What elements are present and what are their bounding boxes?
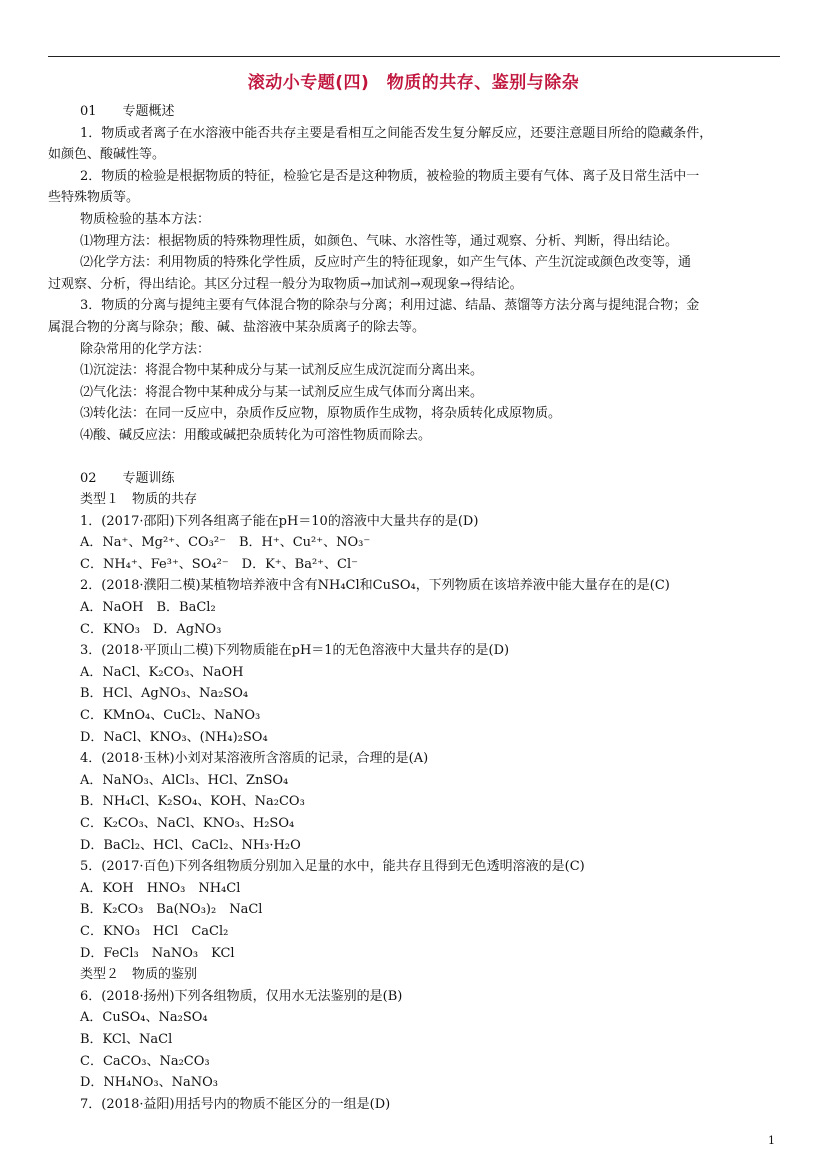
section-overview [48,123,780,447]
section-training [80,489,780,1115]
text-line: D．NH₄NO₃、NaNO₃ [80,1075,218,1091]
page-number: 1 [768,1134,775,1147]
text-line: 除杂常用的化学方法： [80,341,211,357]
text-line: 过观察、分析，得出结论。其区分过程一般分为取物质→加试剂→观现象→得结论。 [48,276,523,292]
text-line: 1．(2017·邵阳)下列各组离子能在pH＝10的溶液中大量共存的是(D) [80,513,479,529]
text-line: ⑶转化法：在同一反应中，杂质作反应物，原物质作生成物，将杂质转化成原物质。 [80,406,562,422]
text-line: A．Na⁺、Mg²⁺、CO₃²⁻ B．H⁺、Cu²⁺、NO₃⁻ [80,535,371,551]
text-line: B．KCl、NaCl [80,1031,173,1047]
header-rule [48,56,780,57]
text-line: ⑴物理方法：根据物质的特殊物理性质，如颜色、气味、水溶性等，通过观察、分析、判断，得出结论。 [80,233,679,249]
text-line: A．NaOH B．BaCl₂ [80,600,216,616]
text-line: C．CaCO₃、Na₂CO₃ [80,1053,210,1069]
text-line: 1．物质或者离子在水溶液中能否共存主要是看相互之间能否发生复分解反应，还要注意题目所给的隐藏条件， [80,125,713,141]
text-line: B．HCl、AgNO₃、Na₂SO₄ [80,686,249,702]
text-line: 5．(2017·百色)下列各组物质分别加入足量的水中，能共存且得到无色透明溶液的是(C) [80,859,585,875]
text-line: B．K₂CO₃ Ba(NO₃)₂ NaCl [80,902,263,918]
text-line: A．CuSO₄、Na₂SO₄ [80,1010,208,1026]
text-line: ⑵化学方法：利用物质的特殊化学性质，反应时产生的特征现象，如产生气体、产生沉淀或颜色改变等，通 [80,255,692,271]
text-line: 7．(2018·益阳)用括号内的物质不能区分的一组是(D) [80,1096,391,1112]
text-line: 3．物质的分离与提纯主要有气体混合物的除杂与分离；利用过滤、结晶、蒸馏等方法分离与提纯混合物；金 [80,298,700,314]
text-line: 4．(2018·玉林)小刘对某溶液所含溶质的记录，合理的是(A) [80,751,429,767]
text-line: C．K₂CO₃、NaCl、KNO₃、H₂SO₄ [80,816,295,831]
text-line: A．NaCl、K₂CO₃、NaOH [80,664,244,680]
text-line: D．FeCl₃ NaNO₃ KCl [80,945,235,961]
text-line: C．KNO₃ D．AgNO₃ [80,621,222,637]
text-line: C．KNO₃ HCl CaCl₂ [80,923,229,939]
section-heading: 02 专题训练 [80,470,175,486]
section-heading: 01 专题概述 [80,104,175,119]
text-line: 属混合物的分离与除杂；酸、碱、盐溶液中某杂质离子的除去等。 [48,319,426,335]
text-line: 如颜色、酸碱性等。 [48,147,166,163]
text-line: B．NH₄Cl、K₂SO₄、KOH、Na₂CO₃ [80,794,305,810]
text-line: C．NH₄⁺、Fe³⁺、SO₄²⁻ D．K⁺、Ba²⁺、Cl⁻ [80,556,358,572]
text-line: 物质检验的基本方法： [80,211,211,227]
text-line: 2．(2018·濮阳二模)某植物培养液中含有NH₄Cl和CuSO₄，下列物质在该培养液中能大量存在的是(C) [80,578,670,594]
text-line: 些特殊物质等。 [48,190,140,206]
text-line: ⑴沉淀法：将混合物中某种成分与某一试剂反应生成沉淀而分离出来。 [80,363,484,379]
text-line: 2．物质的检验是根据物质的特征，检验它是否是这种物质，被检验的物质主要有气体、离子及日常生活中一 [80,168,700,184]
text-line: ⑵气化法：将混合物中某种成分与某一试剂反应生成气体而分离出来。 [80,384,484,400]
text-line: ⑷酸、碱反应法：用酸或碱把杂质转化为可溶性物质而除去。 [80,427,432,443]
document-body [48,101,780,1115]
text-line: 类型１ 物质的共存 [80,492,198,508]
text-line: A．NaNO₃、AlCl₃、HCl、ZnSO₄ [80,772,289,788]
page-title: 滚动小专题(四) 物质的共存、鉴别与除杂 [247,73,580,93]
text-line: D．BaCl₂、HCl、CaCl₂、NH₃·H₂O [80,837,301,853]
text-line: 6．(2018·扬州)下列各组物质，仅用水无法鉴别的是(B) [80,988,403,1004]
text-line: C．KMnO₄、CuCl₂、NaNO₃ [80,708,261,724]
text-line: 3．(2018·平顶山二模)下列物质能在pH＝1的无色溶液中大量共存的是(D) [80,643,510,659]
text-line: D．NaCl、KNO₃、(NH₄)₂SO₄ [80,729,268,745]
text-line: 类型２ 物质的鉴别 [80,967,198,983]
text-line: A．KOH HNO₃ NH₄Cl [80,880,241,896]
